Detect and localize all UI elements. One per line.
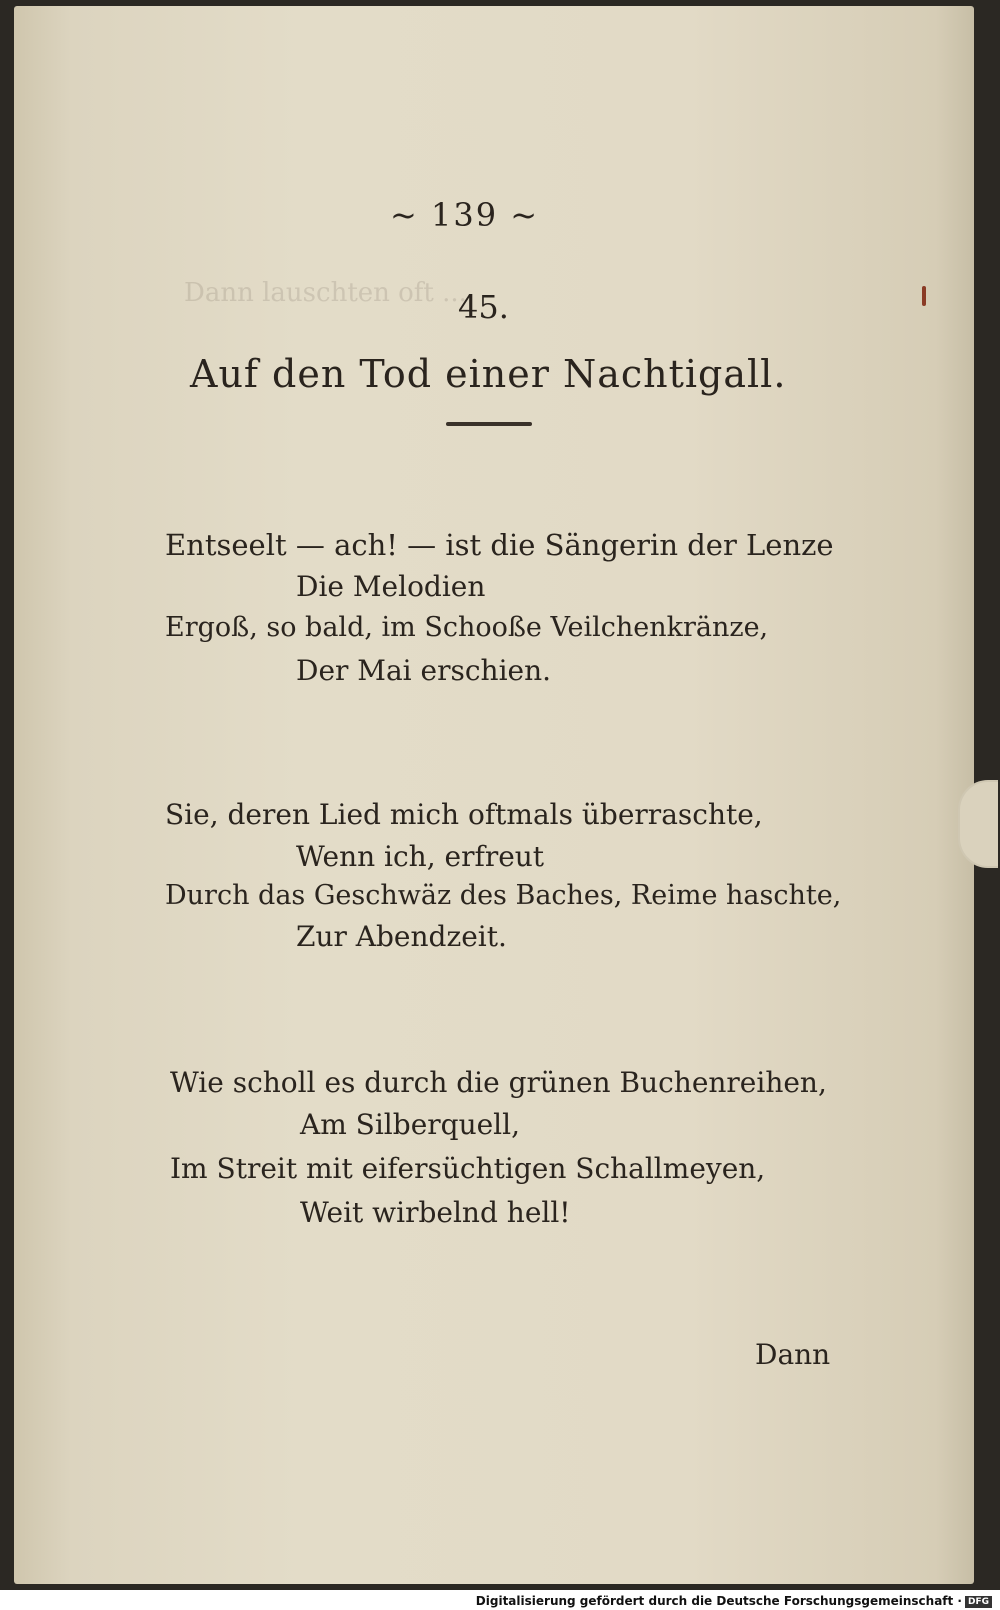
poem-line: Wie scholl es durch die grünen Buchenreihen, bbox=[170, 1066, 827, 1099]
poem-line: Ergoß, so bald, im Schooße Veilchenkränze, bbox=[165, 612, 769, 643]
poem-line: Am Silberquell, bbox=[300, 1108, 520, 1141]
page-number: ~ 139 ~ bbox=[390, 196, 540, 234]
bleed-through-text: Dann lauschten oft ... bbox=[184, 278, 467, 308]
catchword: Dann bbox=[755, 1338, 831, 1371]
paper-speck bbox=[922, 286, 926, 306]
poem-line: Wenn ich, erfreut bbox=[296, 840, 545, 873]
poem-number: 45. bbox=[458, 288, 509, 326]
poem-line: Im Streit mit eifersüchtigen Schallmeyen, bbox=[170, 1152, 766, 1185]
digitization-credit bbox=[476, 1594, 992, 1608]
poem-line: Der Mai erschien. bbox=[296, 654, 552, 687]
title-rule bbox=[446, 422, 532, 426]
poem-line: Durch das Geschwäz des Baches, Reime haschte, bbox=[165, 880, 842, 911]
poem-title: Auf den Tod einer Nachtigall. bbox=[190, 352, 787, 396]
credit-text: Digitalisierung gefördert durch die Deutsche Forschungsgemeinschaft · bbox=[475, 1594, 962, 1608]
page-edge bbox=[958, 780, 998, 868]
poem-line: Weit wirbelnd hell! bbox=[300, 1196, 571, 1229]
poem-line: Entseelt — ach! — ist die Sängerin der Lenze bbox=[165, 528, 834, 562]
poem-line: Die Melodien bbox=[296, 570, 486, 603]
poem-line: Zur Abendzeit. bbox=[296, 920, 507, 953]
dfg-logo: DFG bbox=[965, 1596, 992, 1608]
poem-line: Sie, deren Lied mich oftmals überraschte, bbox=[165, 798, 763, 831]
